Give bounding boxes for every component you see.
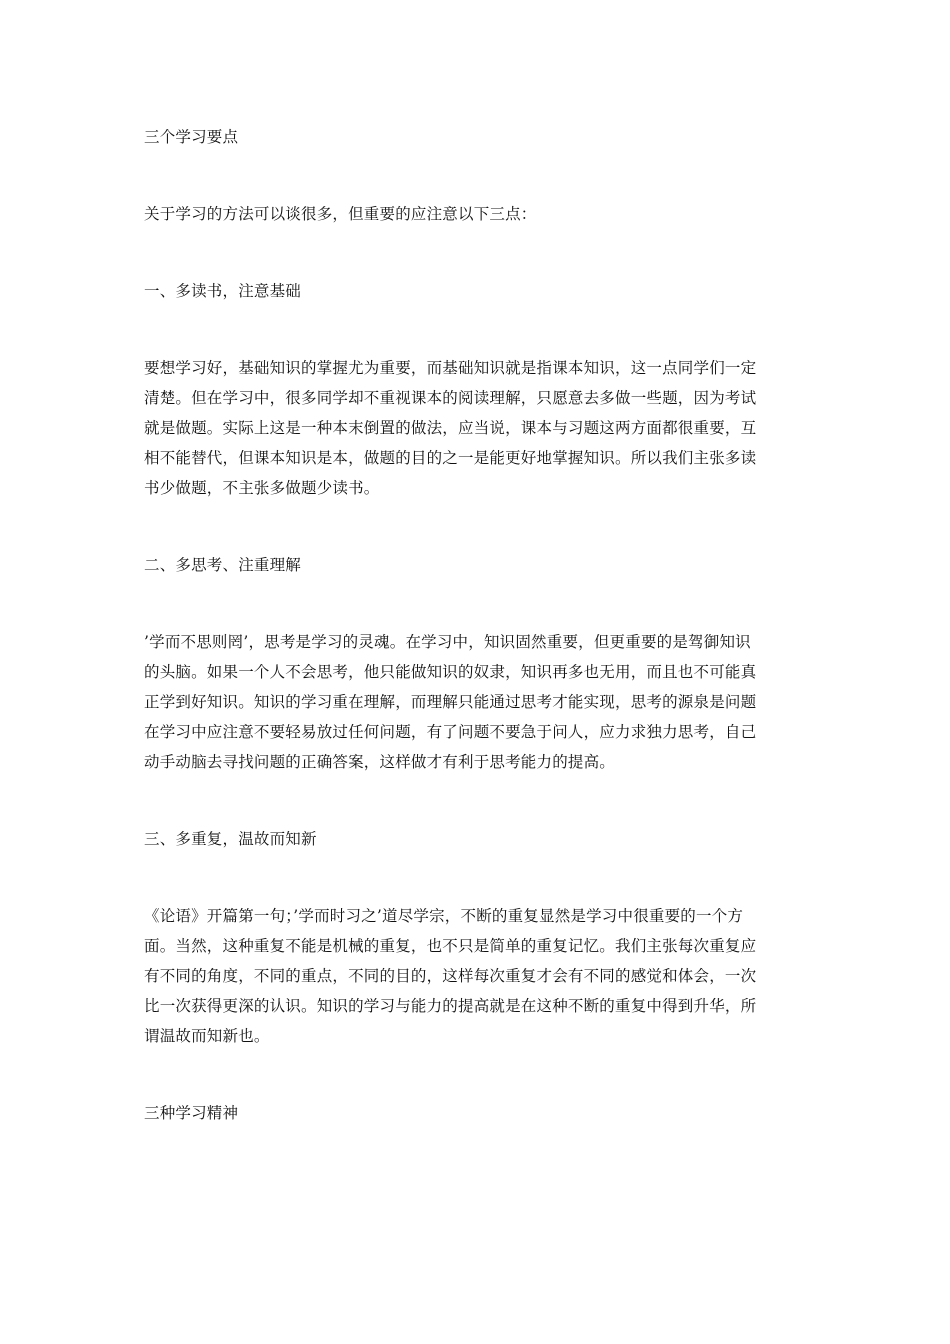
section-heading-2: 二、多思考、注重理解: [144, 556, 302, 574]
section-1-line: 相不能替代，但课本知识是本，做题的目的之一是能更好地掌握知识。所以我们主张多读: [144, 449, 757, 467]
document-body: [144, 122, 810, 1128]
section-heading-3: 三、多重复，温故而知新: [144, 830, 317, 848]
document-title: 三个学习要点: [144, 128, 239, 146]
section-2-line: 动手动脑去寻找问题的正确答案，这样做才有利于思考能力的提高。: [144, 753, 616, 771]
section-body-1: [144, 353, 810, 503]
section-3-line: 有不同的角度，不同的重点，不同的目的，这样每次重复才会有不同的感觉和体会，一次: [144, 967, 757, 985]
section-3-line: 比一次获得更深的认识。知识的学习与能力的提高就是在这种不断的重复中得到升华，所: [144, 997, 757, 1015]
section-2-line: 在学习中应注意不要轻易放过任何问题，有了问题不要急于问人，应力求独力思考，自己: [144, 723, 757, 741]
section-3-line: 谓温故而知新也。: [144, 1027, 270, 1045]
section-2-line: ’学而不思则罔’，思考是学习的灵魂。在学习中，知识固然重要，但更重要的是驾御知识: [144, 633, 751, 651]
section-2-line: 正学到好知识。知识的学习重在理解，而理解只能通过思考才能实现，思考的源泉是问题: [144, 693, 757, 711]
section-1-line: 书少做题，不主张多做题少读书。: [144, 479, 380, 497]
section-3-line: 《论语》开篇第一句；’学而时习之’道尽学宗，不断的重复显然是学习中很重要的一个方: [144, 907, 744, 925]
next-section-title: 三种学习精神: [144, 1104, 239, 1122]
section-body-2: [144, 627, 810, 777]
intro-text: 关于学习的方法可以谈很多，但重要的应注意以下三点：: [144, 205, 537, 223]
section-2-line: 的头脑。如果一个人不会思考，他只能做知识的奴隶，知识再多也无用，而且也不可能真: [144, 663, 757, 681]
section-body-3: [144, 901, 810, 1051]
section-1-line: 就是做题。实际上这是一种本末倒置的做法，应当说，课本与习题这两方面都很重要，互: [144, 419, 757, 437]
section-1-line: 要想学习好，基础知识的掌握尤为重要，而基础知识就是指课本知识，这一点同学们一定: [144, 359, 757, 377]
section-1-line: 清楚。但在学习中，很多同学却不重视课本的阅读理解，只愿意去多做一些题，因为考试: [144, 389, 757, 407]
section-3-line: 面。当然，这种重复不能是机械的重复，也不只是简单的重复记忆。我们主张每次重复应: [144, 937, 757, 955]
section-heading-1: 一、多读书，注意基础: [144, 282, 302, 300]
